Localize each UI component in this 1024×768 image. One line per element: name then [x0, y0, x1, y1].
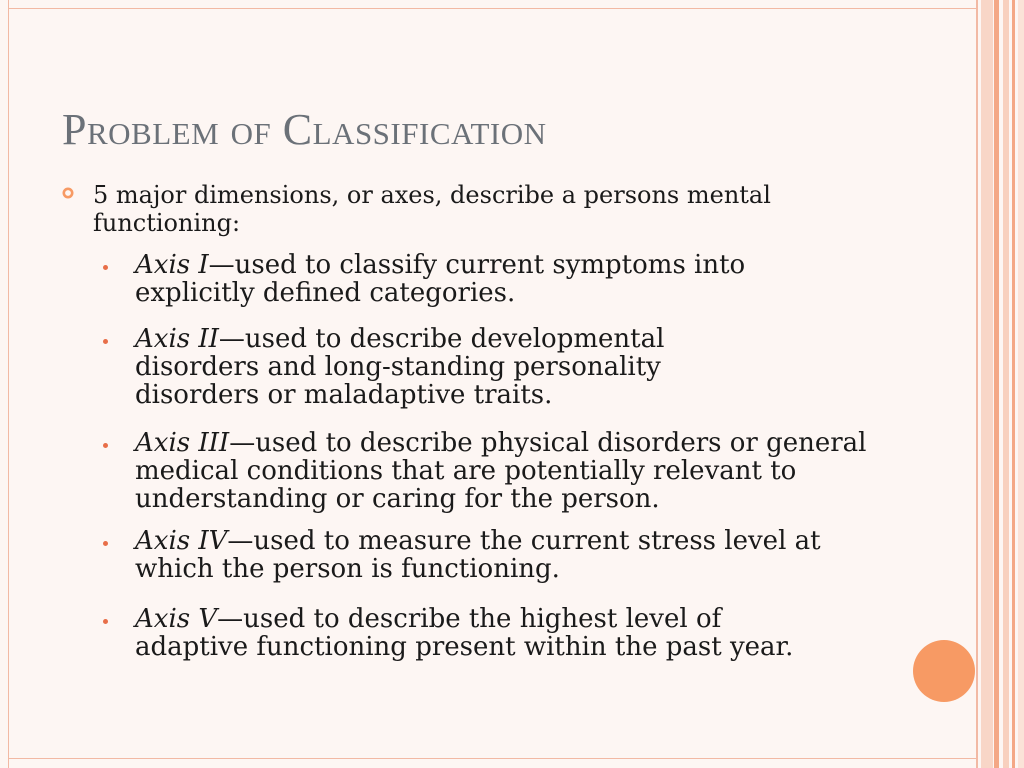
slide-border-left: [8, 0, 9, 768]
decorative-stripe: [1003, 0, 1009, 768]
decorative-stripe: [1018, 0, 1024, 768]
axis-term: Axis II: [135, 324, 219, 354]
decorative-stripe: [1012, 0, 1015, 768]
axis-description: [135, 429, 880, 513]
dot-bullet-icon: [103, 265, 108, 270]
dot-bullet-icon: [103, 541, 108, 546]
decorative-stripe: [976, 0, 978, 768]
axis-description: [135, 527, 825, 583]
axis-term: Axis V: [135, 604, 218, 634]
intro-text: 5 major dimensions, or axes, describe a persons mental functioning:: [93, 181, 771, 237]
dot-bullet-icon: [103, 619, 108, 624]
axis-term: Axis IV: [135, 526, 228, 556]
axis-description: [135, 605, 825, 661]
decorative-stripe: [994, 0, 999, 768]
slide-border-bottom: [8, 758, 976, 759]
axis-text: —used to describe physical disorders or general medical conditions that are potentially relevant to understanding or caring for the person.: [135, 428, 867, 514]
dot-bullet-icon: [103, 443, 108, 448]
slide-border-top: [8, 8, 976, 9]
axis-text: —used to describe developmental disorders and long-standing personality disorders or maladaptive traits.: [135, 324, 665, 410]
ring-bullet-icon: [62, 187, 74, 199]
axis-text: —used to describe the highest level of adaptive functioning present within the past year.: [135, 604, 794, 662]
axis-description: [135, 325, 775, 409]
dot-bullet-icon: [103, 339, 108, 344]
slide-title: Problem of Classification: [62, 105, 547, 154]
decorative-stripe: [981, 0, 993, 768]
axis-text: —used to measure the current stress level at which the person is functioning.: [135, 526, 821, 584]
orange-circle-decoration: [913, 640, 975, 702]
axis-text: —used to classify current symptoms into explicitly defined categories.: [135, 250, 746, 308]
axis-term: Axis III: [135, 428, 230, 458]
axis-description: [135, 251, 870, 307]
axis-term: Axis I: [135, 250, 209, 280]
